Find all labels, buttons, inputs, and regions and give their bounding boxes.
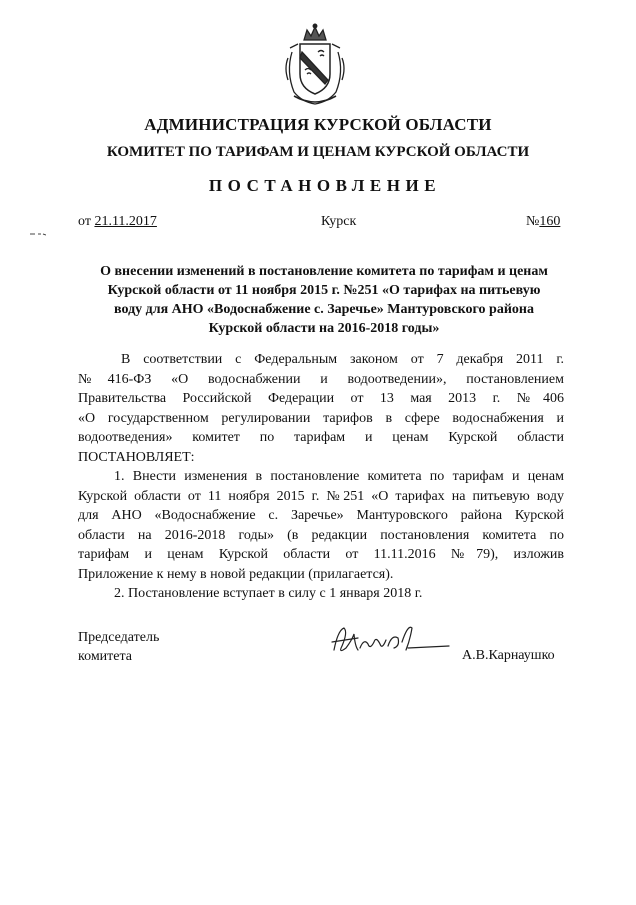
number-prefix: № [526, 214, 540, 229]
signatory-title-line: Председатель [78, 630, 160, 645]
subject-line: Курской области от 11 ноября 2015 г. №251 «О тарифах на питьевую [107, 283, 541, 298]
handwritten-signature [328, 620, 450, 662]
document-date [78, 214, 157, 230]
item1-line: 1. Внести изменения в постановление комитета по тарифам и ценам [114, 469, 564, 484]
signatory-name: А.В.Карнаушко [462, 648, 555, 663]
item1-line: для АНО «Водоснабжение с. Заречье» Мантуровского района Курской [78, 508, 564, 523]
margin-mark [30, 232, 46, 236]
item2-line: 2. Постановление вступает в силу с 1 января 2018 г. [114, 586, 423, 601]
date-prefix: от [78, 214, 91, 229]
document-type-heading: ПОСТАНОВЛЕНИЕ [208, 176, 442, 195]
number-value: 160 [539, 214, 561, 229]
signatory-title [78, 628, 159, 666]
subject-line: О внесении изменений в постановление комитета по тарифам и ценам [100, 264, 548, 279]
preamble-line: «О государственном регулировании тарифов в сфере водоснабжения и [78, 410, 564, 426]
item1-line: Курской области от 11 ноября 2015 г. №251 «О тарифах на питьевую воду [78, 488, 564, 504]
item1-line: Приложение к нему в новой редакции (прилагается). [78, 566, 394, 582]
subject-line: воду для АНО «Водоснабжение с. Заречье» Мантуровского района [114, 302, 534, 317]
preamble-line: Правительства Российской Федерации от 13 мая 2013 г. №406 [78, 391, 564, 406]
document-body [78, 350, 564, 604]
item1-line: тарифам и ценам Курской области от 11.11.2016 №79), изложив [78, 547, 564, 562]
subject-line: Курской области на 2016-2018 годы» [208, 321, 440, 336]
signatory-title-line: комитета [78, 649, 133, 664]
date-value: 21.11.2017 [94, 214, 157, 229]
kursk-coat-of-arms-icon [280, 22, 350, 106]
committee-title: КОМИТЕТ ПО ТАРИФАМ И ЦЕНАМ КУРСКОЙ ОБЛАСТИ [106, 144, 530, 160]
document-city: Курск [321, 214, 357, 229]
preamble-line: №416-ФЗ «О водоснабжении и водоотведении», постановлением [78, 371, 564, 387]
preamble-line: ПОСТАНОВЛЯЕТ: [78, 449, 195, 465]
item1-line: области на 2016-2018 годы» (в редакции постановления комитета по [78, 527, 564, 543]
administration-title: АДМИНИСТРАЦИЯ КУРСКОЙ ОБЛАСТИ [144, 115, 492, 134]
document-subject [74, 262, 574, 338]
document-number [526, 214, 560, 230]
preamble-line: В соответствии с Федеральным законом от 7 декабря 2011 г. [121, 352, 564, 367]
preamble-line: водоотведения» комитет по тарифам и ценам Курской области [78, 430, 564, 445]
